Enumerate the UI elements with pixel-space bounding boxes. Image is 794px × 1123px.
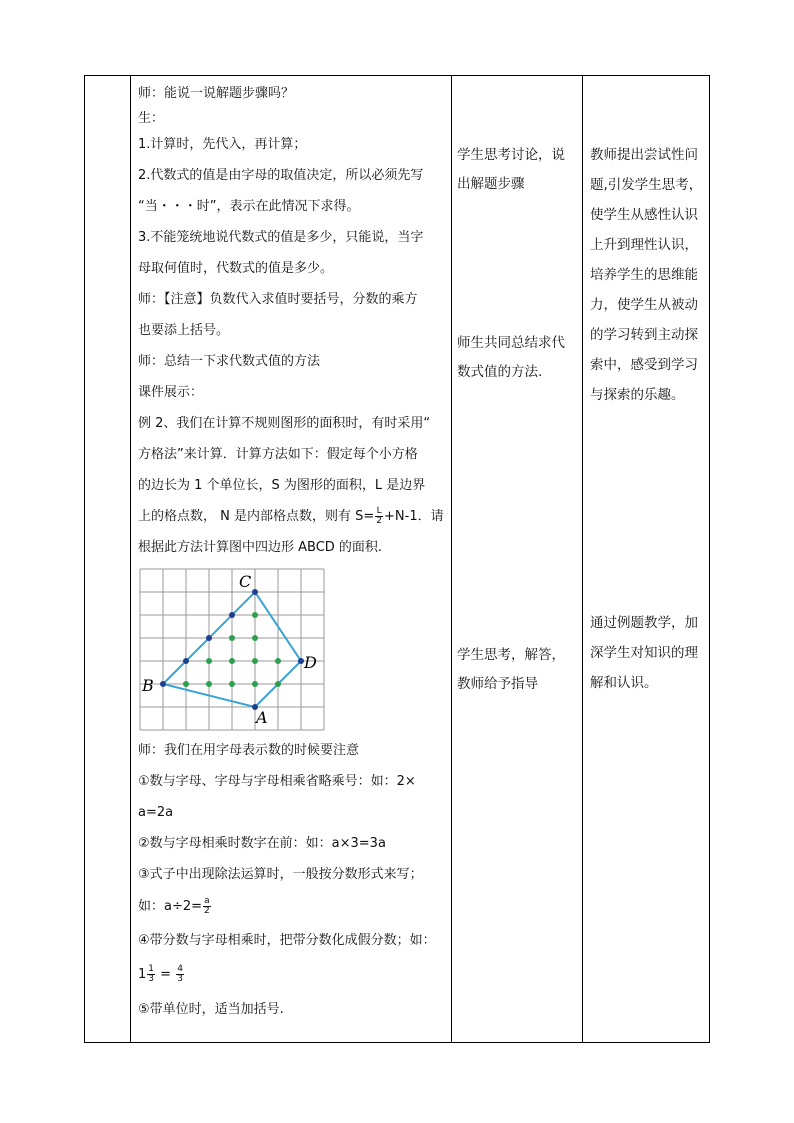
interior-lattice-point [229,635,235,641]
text-line: 的学习转到主动探 [590,327,698,343]
interior-lattice-point [252,681,258,687]
text-line: 师：【注意】负数代入求值时要括号，分数的乘方 [138,292,418,307]
interior-lattice-point [252,658,258,664]
interior-lattice-point [229,658,235,664]
text-line: 2.代数式的值是由字母的取值决定，所以必须先写 [138,168,424,183]
design-intent-block-2 [590,608,708,698]
text-line: 师生共同总结求代 [457,335,565,351]
text-line: 课件展示： [138,385,204,400]
text-line: ④带分数与字母相乘时，把带分数化成假分数；如： [138,933,436,948]
text-line: 深学生对知识的理 [590,645,698,661]
text-line: 母取何值时，代数式的值是多少。 [138,261,334,276]
text-line: 3.不能笼统地说代数式的值是多少，只能说，当字 [138,230,424,245]
text-line: 通过例题教学，加 [590,615,698,631]
text-line: 上升到理性认识， [590,237,698,253]
vertex-label-c: C [239,572,252,591]
text-line: ⑤带单位时，适当加括号. [138,1002,284,1017]
fraction-numerator: L [376,506,382,516]
column-divider [582,76,583,1042]
text-line: 1.计算时，先代入，再计算； [138,137,307,152]
quadrilateral-grid-figure [138,567,328,733]
fraction-denominator: 3 [177,974,183,984]
boundary-lattice-point [206,635,212,641]
interior-lattice-point [183,681,189,687]
text-line: 根据此方法计算图中四边形 ABCD 的面积. [138,540,383,555]
text-line: 力，使学生从被动 [590,297,698,313]
student-activity-block-3 [457,641,579,699]
column-divider [130,76,131,1042]
fraction-l-over-2 [375,507,383,526]
division-prefix: 如：a÷2= [138,899,203,914]
interior-lattice-point [275,681,281,687]
interior-lattice-point [275,658,281,664]
fraction-one-third [147,965,155,984]
text-line: 学生思考讨论，说 [457,147,565,163]
interior-lattice-point [206,681,212,687]
teaching-content-cell [132,76,450,1042]
vertex-label-a: A [256,708,268,727]
column-divider [451,76,452,1042]
vertex-label-b: B [142,676,154,695]
interior-lattice-point [252,635,258,641]
fraction-denominator: 2 [204,906,210,916]
lesson-table [84,75,710,1043]
boundary-lattice-point [183,658,189,664]
mixed-integer: 1 [138,967,147,982]
boundary-lattice-point [252,589,258,595]
formula-line [138,501,450,532]
text-line: 索中，感受到学习 [590,357,698,373]
student-activity-block-2 [457,329,579,387]
text-line: 解和认识。 [590,675,658,691]
fraction-numerator: a [204,896,210,906]
text-line: 师：总结一下求代数式值的方法 [138,354,321,369]
text-line: 的边长为 1 个单位长，S 为图形的面积，L 是边界 [138,478,426,493]
fraction-a-over-2 [203,897,211,916]
text-line: 例 2、我们在计算不规则图形的面积时，有时采用“ [138,416,431,431]
text-line: ①数与字母、字母与字母相乘省略乘号：如：2× [138,774,416,789]
formula-suffix: +N-1．请 [384,509,444,524]
fraction-numerator: 4 [177,964,183,974]
text-line: 使学生从感性认识 [590,207,698,223]
text-line: ③式子中出现除法运算时，一般按分数形式来写； [138,867,423,882]
text-line: 生： [138,111,165,126]
text-line: 题,引发学生思考， [590,177,703,193]
boundary-lattice-point [229,612,235,618]
text-line: 师：能说一说解题步骤吗？ [138,86,295,101]
text-line: a=2a [138,805,174,820]
fraction-numerator: 1 [148,964,155,974]
equals-sign: = [156,967,176,982]
text-line: 教师给予指导 [457,676,538,692]
text-line: 出解题步骤 [457,176,525,192]
text-line: 培养学生的思维能 [590,267,698,283]
text-line: 数式值的方法. [457,364,543,380]
text-line: ②数与字母相乘时数字在前：如：a×3=3a [138,836,386,851]
fraction-four-thirds [176,965,184,984]
grid-lines [140,569,324,730]
boundary-lattice-point [160,681,166,687]
mixed-number-line [138,958,450,992]
fraction-denominator: 2 [376,516,383,526]
division-line [138,890,450,924]
fraction-denominator: 3 [148,974,155,984]
formula-prefix: 上的格点数， N 是内部格点数，则有 S= [138,509,375,524]
interior-lattice-point [229,681,235,687]
text-line: 也要添上括号。 [138,323,230,338]
text-line: 学生思考，解答， [457,647,565,663]
text-line: 师：我们在用字母表示数的时候要注意 [138,743,360,758]
grid-figure-container [138,563,450,735]
student-activity-block-1 [457,141,579,199]
vertex-label-d: D [304,653,317,672]
interior-lattice-point [252,612,258,618]
interior-lattice-point [206,658,212,664]
text-line: 与探索的乐趣。 [590,387,685,403]
text-line: 教师提出尝试性问 [590,147,698,163]
design-intent-block-1 [590,140,708,410]
text-line: “当・・・时”，表示在此情况下求得。 [138,199,360,214]
text-line: 方格法”来计算．计算方法如下：假定每个小方格 [138,447,418,462]
